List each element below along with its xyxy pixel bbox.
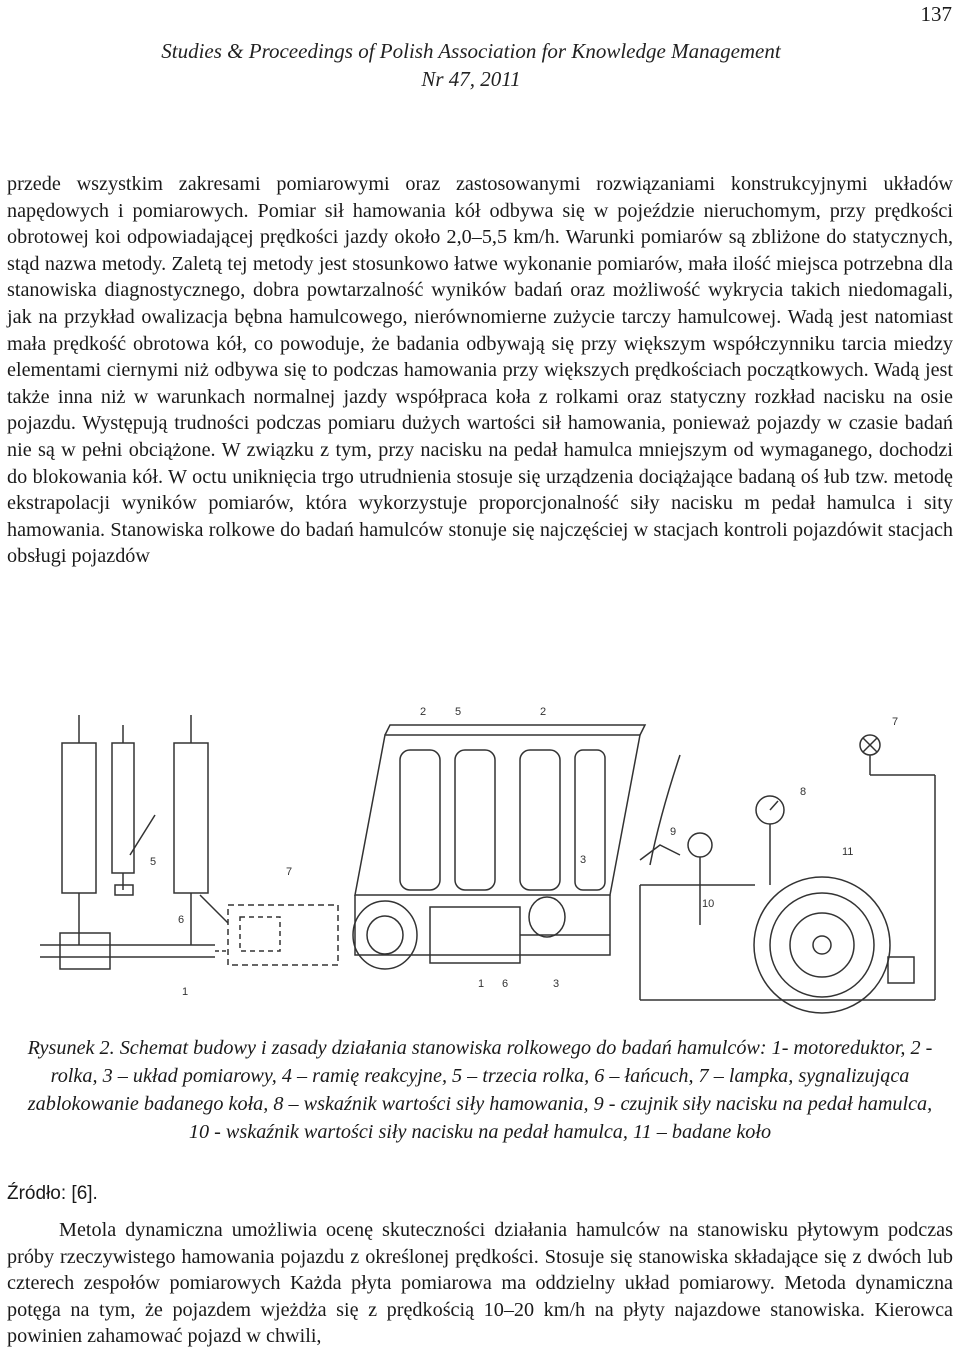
label-right-9: 9 xyxy=(670,826,677,838)
figure-drawing xyxy=(0,695,960,1025)
label-mid-2b: 2 xyxy=(540,706,547,718)
label-mid-2a: 2 xyxy=(420,706,427,718)
body-paragraph-2: Metola dynamiczna umożliwia ocenę skuteczności działania hamulców na stanowisku płytowym podczas próby rzeczywistego hamowania pojazdu z określonej prędkości. Stosuje się stanowiska składające się z dwóch lub czterech zespołów pomiarowych Każda płyta pomiarowa ma oddzielny układ pomiarowy. Metoda dynamiczna potęga na tym, że pojazdem wjeżdża się z prędkością 10–20 km/h na płyty najazdowe stanowiska. Kierowca powinien zahamować pojazd w chwili, xyxy=(7,1219,953,1348)
label-left-7: 7 xyxy=(286,866,293,878)
label-mid-1: 1 xyxy=(478,978,485,990)
label-right-7: 7 xyxy=(892,716,899,728)
pedal-gauge-10 xyxy=(688,833,712,857)
label-mid-3b: 3 xyxy=(553,978,560,990)
label-mid-5: 5 xyxy=(455,706,462,718)
figure-source: Źródło: [6]. xyxy=(7,1183,98,1204)
right-schematic xyxy=(640,735,935,1013)
label-left-6: 6 xyxy=(178,914,185,926)
journal-issue: Nr 47, 2011 xyxy=(421,67,521,91)
body-paragraph-1: przede wszystkim zakresami pomiarowymi oraz zastosowanymi rozwiązaniami konstrukcyjnymi układów napędowych i pomiarowych. Pomiar sił hamowania kół odbywa się w pojeździe nieruchomym, przy prędkości obrotowej koi odpowiadającej prędkości jazdy około 2,0–5,5 km/h. Warunki pomiarów są zbliżone do statycznych, stąd nazwa metody. Zaletą tej metody jest stosunkowo łatwe wykonanie pomiarów, mała ilość miejsca potrzebna dla stanowiska diagnostycznego, dobra powtarzalność wyników badań oraz możliwość wykrycia takich niedomagali, jak na przykład owalizacja bębna hamulcowego, nierównomierne zużycie tarczy hamulcowej. Wadą jest natomiast mała prędkość obrotowa kół, co powoduje, że badania odbywają się przy większym współczynniku tarcia miedzy elementami ciernymi niż odbywa się to podczas hamowania przy większych prędkościach początkowych. Wadą jest także inna niż w warunkach normalnej jazdy współpraca koła z rolkami oraz statyczny rozkład nacisku na osie pojazdu. Występują trudności podczas pomiaru dużych wartości sił hamowania, ponieważ pojazdy w czasie badań nie są w pełni obciążone. W związku z tym, przy nacisku na pedał hamulca mniejszym od wymaganego, dochodzi do blokowania kół. W octu uniknięcia trgo utrudnienia stosuje się urządzenia dociążające badaną oś łub tzw. metodę ekstrapolacji wyników pomiarów, która wykorzystuje proporcjonalność siły nacisku m pedał hamulca i sity hamowania. Stanowiska rolkowe do badań hamulców stonuje się najczęściej w stacjach kontroli pojazdówit stacjach obsługi pojazdów xyxy=(7,173,953,568)
label-mid-6: 6 xyxy=(502,978,509,990)
roller-left-1 xyxy=(62,743,96,893)
label-left-5: 5 xyxy=(150,856,157,868)
journal-title: Studies & Proceedings of Polish Association for Knowledge Management xyxy=(161,39,781,63)
figure-caption: Rysunek 2. Schemat budowy i zasady działania stanowiska rolkowego do badań hamulców: 1- motoreduktor, 2 - rolka, 3 – układ pomiarowy, 4 – ramię reakcyjne, 5 – trzecia rolka, 6 – łańcuch, 7 – lampka, sygnalizująca zablokowanie badanego koła, 8 – wskaźnik wartości siły hamowania, 9 - czujnik siły nacisku na pedał hamulca, 10 - wskaźnik wartości siły nacisku na pedał hamulca, 11 – badane koło xyxy=(27,1037,933,1143)
left-schematic xyxy=(40,715,338,969)
tested-wheel xyxy=(754,877,890,1013)
roller-left-3 xyxy=(174,743,208,893)
page-number: 137 xyxy=(920,2,952,26)
figure-roller-brake-tester xyxy=(0,695,960,1025)
label-right-10: 10 xyxy=(702,898,715,910)
label-right-11: 11 xyxy=(842,846,854,858)
label-mid-3a: 3 xyxy=(580,854,587,866)
journal-header xyxy=(0,37,942,93)
label-right-8: 8 xyxy=(800,786,807,798)
label-left-1: 1 xyxy=(182,986,189,998)
middle-perspective xyxy=(353,725,645,969)
